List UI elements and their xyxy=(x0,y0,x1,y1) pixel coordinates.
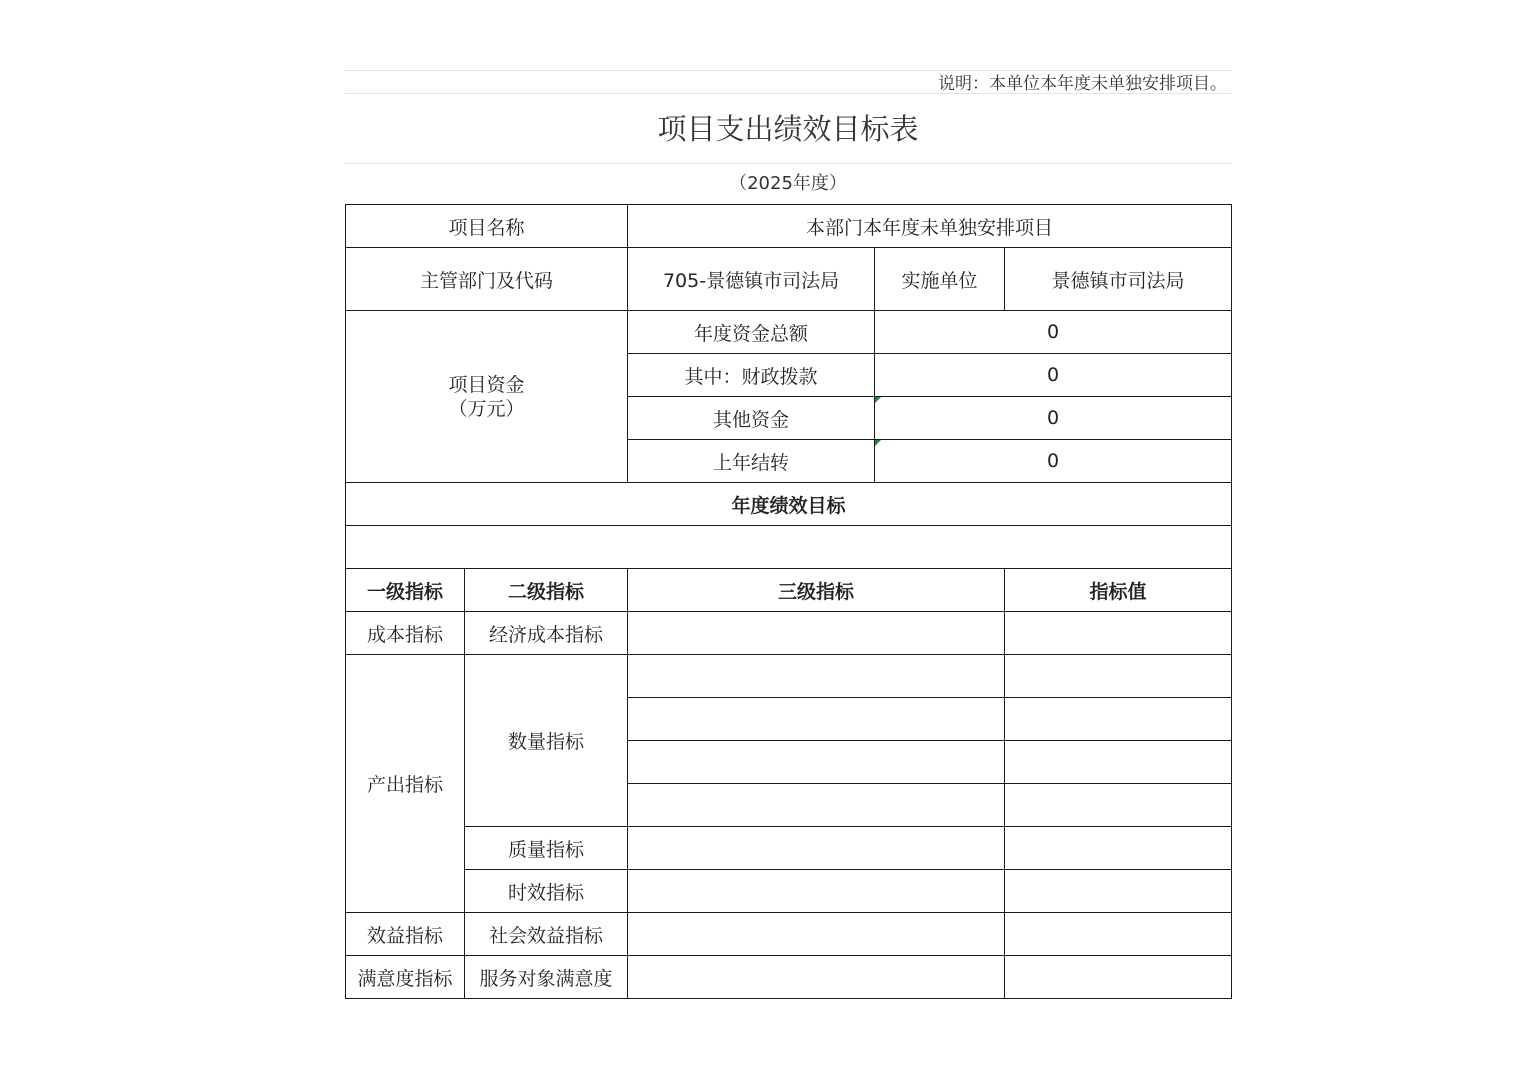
funds-label-line2: （万元） xyxy=(448,397,525,420)
header-level2: 二级指标 xyxy=(465,569,628,612)
level3-cell xyxy=(628,870,1005,913)
output-timeliness: 时效指标 xyxy=(465,870,628,913)
value-cell xyxy=(1005,956,1232,999)
target-table xyxy=(345,204,1232,999)
funds-fiscal-label: 其中：财政拨款 xyxy=(628,354,875,397)
funds-label-line1: 项目资金 xyxy=(448,373,525,396)
annual-goal-header-row xyxy=(346,483,1232,526)
value-cell xyxy=(1005,784,1232,827)
project-name-label: 项目名称 xyxy=(346,205,628,248)
level3-cell xyxy=(628,913,1005,956)
funds-label xyxy=(346,311,628,483)
level3-cell xyxy=(628,655,1005,698)
satisfaction-level2: 服务对象满意度 xyxy=(465,956,628,999)
funds-carryover-label: 上年结转 xyxy=(628,440,875,483)
table-row xyxy=(346,913,1232,956)
annual-goal-header: 年度绩效目标 xyxy=(346,483,1232,526)
fiscal-year: （2025年度） xyxy=(729,173,847,194)
level3-cell xyxy=(628,784,1005,827)
benefit-level2: 社会效益指标 xyxy=(465,913,628,956)
value-cell xyxy=(1005,827,1232,870)
note-text: 说明：本单位本年度未单独安排项目。 xyxy=(345,70,1231,94)
cost-level2: 经济成本指标 xyxy=(465,612,628,655)
value-cell xyxy=(1005,655,1232,698)
annual-goal-content-row xyxy=(346,526,1232,569)
value-cell xyxy=(1005,612,1232,655)
funds-row xyxy=(346,311,1232,354)
table-row xyxy=(346,956,1232,999)
level3-cell xyxy=(628,956,1005,999)
implementing-unit-label: 实施单位 xyxy=(875,248,1005,311)
output-level1: 产出指标 xyxy=(346,655,465,913)
satisfaction-level1: 满意度指标 xyxy=(346,956,465,999)
indicator-header-row xyxy=(346,569,1232,612)
header-level1: 一级指标 xyxy=(346,569,465,612)
value-cell xyxy=(1005,698,1232,741)
level3-cell xyxy=(628,698,1005,741)
level3-cell xyxy=(628,827,1005,870)
department-row xyxy=(346,248,1232,311)
value-cell xyxy=(1005,913,1232,956)
funds-fiscal-value: 0 xyxy=(875,354,1232,397)
table-row xyxy=(346,870,1232,913)
annual-goal-content xyxy=(346,526,1232,569)
table-row xyxy=(346,612,1232,655)
benefit-level1: 效益指标 xyxy=(346,913,465,956)
output-quality: 质量指标 xyxy=(465,827,628,870)
funds-other-value: 0 xyxy=(875,397,1232,440)
performance-target-sheet xyxy=(345,70,1231,999)
funds-other-label: 其他资金 xyxy=(628,397,875,440)
page-title: 项目支出绩效目标表 xyxy=(345,94,1231,164)
project-name-row xyxy=(346,205,1232,248)
header-value: 指标值 xyxy=(1005,569,1232,612)
level3-cell xyxy=(628,612,1005,655)
funds-total-value: 0 xyxy=(875,311,1232,354)
table-row xyxy=(346,827,1232,870)
department-value: 705-景德镇市司法局 xyxy=(628,248,875,311)
funds-carryover-value: 0 xyxy=(875,440,1232,483)
value-cell xyxy=(1005,741,1232,784)
funds-total-label: 年度资金总额 xyxy=(628,311,875,354)
level3-cell xyxy=(628,741,1005,784)
project-name-value: 本部门本年度未单独安排项目 xyxy=(628,205,1232,248)
header-level3: 三级指标 xyxy=(628,569,1005,612)
output-quantity: 数量指标 xyxy=(465,655,628,827)
cost-level1: 成本指标 xyxy=(346,612,465,655)
table-row xyxy=(346,655,1232,698)
implementing-unit-value: 景德镇市司法局 xyxy=(1005,248,1232,311)
department-label: 主管部门及代码 xyxy=(346,248,628,311)
value-cell xyxy=(1005,870,1232,913)
